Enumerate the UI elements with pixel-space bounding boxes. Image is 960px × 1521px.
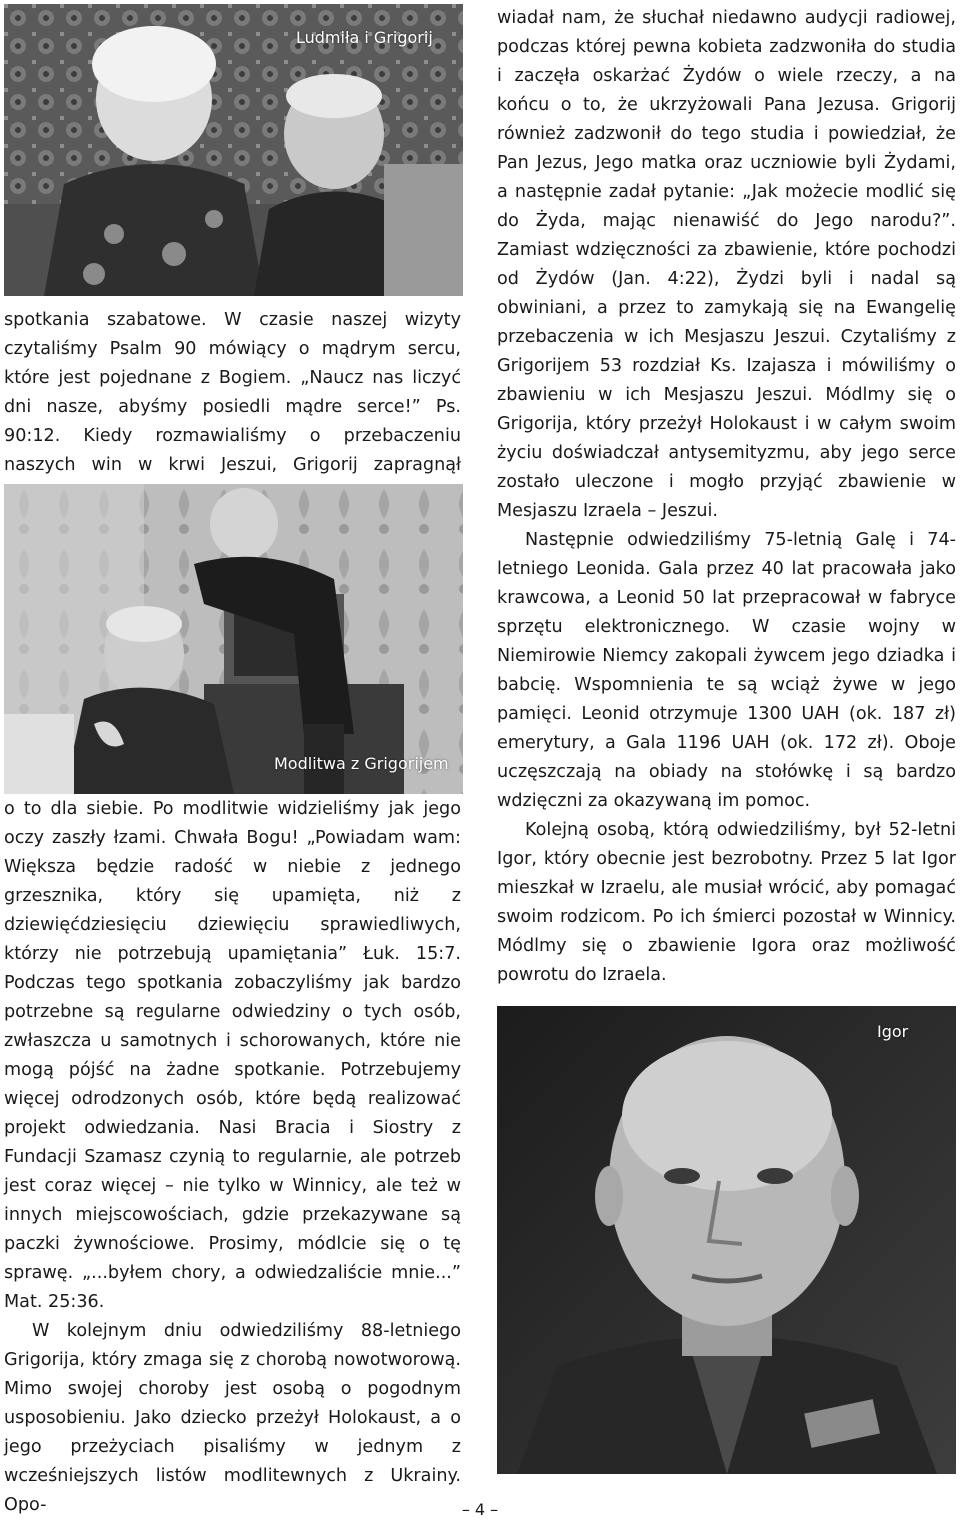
photo-caption-prayer: Modlitwa z Grigorijem <box>274 754 449 773</box>
photo-caption-igor: Igor <box>877 1022 909 1041</box>
photo-caption-ludmila: Ludmiła i Grigorij <box>296 28 433 47</box>
paragraph: o to dla siebie. Po modlitwie widzieliśmy jak jego oczy zaszły łzami. Chwała Bogu! „Powiadam wam: Większa będzie radość w niebie z jednego grzesznika, który się upamięta, niż z dziewięćdziesięciu dziewięciu sprawiedliwych, którzy nie potrzebują upamiętania” Łuk. 15:7. Podczas tego spotkania zobaczyliśmy jak bardzo potrzebne są regularne odwiedziny o tych osób, zwłaszcza u samotnych i schorowanych, które nie mogą pójść na żadne spotkanie. Potrzebujemy więcej odrodzonych osób, które będą realizować projekt odwiedzania. Nasi Bracia i Siostry z Fundacji Szamasz czynią to regularnie, ale potrzeb jest coraz więcej – nie tylko w Winnicy, ale też w innych miejscowościach, gdzie przekazywane są paczki żywnościowe. Prosimy, módlcie się o tę sprawę. „...byłem chory, a odwiedzaliście mnie...” Mat. 25:36. <box>4 799 461 1312</box>
photo-igor <box>497 1006 956 1474</box>
page-number: – 4 – <box>461 1500 499 1519</box>
paragraph: W kolejnym dniu odwiedziliśmy 88-letniego Grigorija, który zmaga się z chorobą nowotworową. Mimo swojej choroby jest osobą o pogodnym usposobieniu. Jako dziecko przeżył Holokaust, a o jego przeżyciach pisaliśmy w jednym z wcześniejszych listów modlitewnych z Ukrainy. Opo- <box>4 1321 461 1515</box>
paragraph: spotkania szabatowe. W czasie naszej wizyty czytaliśmy Psalm 90 mówiący o mądrym sercu, które jest pojednane z Bogiem. „Naucz nas liczyć dni nasze, abyśmy posiedli mądre serce!” Ps. 90:12. Kiedy rozmawialiśmy o przebaczeniu naszych win w krwi Jeszui, Grigorij zapragnął <box>4 310 461 475</box>
photo-prayer-with-grigorij <box>4 484 463 794</box>
paragraph: Kolejną osobą, którą odwiedziliśmy, był 52-letni Igor, który obecnie jest bezrobotny. Przez 5 lat Igor mieszkał w Izraelu, ale musiał wrócić, aby pomagać swoim rodzicom. Po ich śmierci pozostał w Winnicy. Módlmy się o zbawienie Igora oraz możliwość powrotu do Izraela. <box>497 820 956 985</box>
left-column-bottom <box>4 795 461 1520</box>
photo-ludmila-grigorij <box>4 4 463 296</box>
paragraph: wiadał nam, że słuchał niedawno audycji radiowej, podczas której pewna kobieta zadzwoniła do studia i zaczęła oskarżać Żydów o wiele rzeczy, a na końcu o to, że ukrzyżowali Pana Jezusa. Grigorij również zadzwonił do tego studia i powiedział, że Pan Jezus, Jego matka oraz uczniowie byli Żydami, a następnie zadał pytanie: „Jak możecie modlić się do Żyda, mając nienawiść do Jego narodu?”. Zamiast wdzięczności za zbawienie, które pochodzi od Żydów (Jan. 4:22), Żydzi byli i nadal są obwiniani, a przez to zamykają się na Ewangelię przebaczenia w ich Mesjaszu Jeszui. Czytaliśmy z Grigorijem 53 rozdział Ks. Izajasza i mówiliśmy o zbawieniu w ich Mesjaszu Jeszui. Módlmy się o Grigorija, który przeżył Holokaust i w całym swoim życiu doświadczał antysemityzmu, aby jego serce zostało uleczone i mogło przyjąć zbawienie w Mesjaszu Izraela – Jeszui. <box>497 8 956 521</box>
right-column <box>497 4 956 990</box>
paragraph: Następnie odwiedziliśmy 75-letnią Galę i 74-letniego Leonida. Gala przez 40 lat pracowała jako krawcowa, a Leonid 50 lat przepracował w fabryce sprzętu elektronicznego. W czasie wojny w Niemirowie Niemcy zakopali żywcem jego dziadka i babcię. Wspomnienia te są wciąż żywe w jego pamięci. Leonid otrzymuje 1300 UAH (ok. 187 zł) emerytury, a Gala 1196 UAH (ok. 172 zł). Oboje uczęszczają na obiady na stołówkę i są bardzo wdzięczni za okazywaną im pomoc. <box>497 530 956 811</box>
left-column-top <box>4 306 461 509</box>
photo-igor-image <box>497 1006 956 1474</box>
photo-prayer-image <box>4 484 463 794</box>
photo-ludmila-grigorij-image <box>4 4 463 296</box>
